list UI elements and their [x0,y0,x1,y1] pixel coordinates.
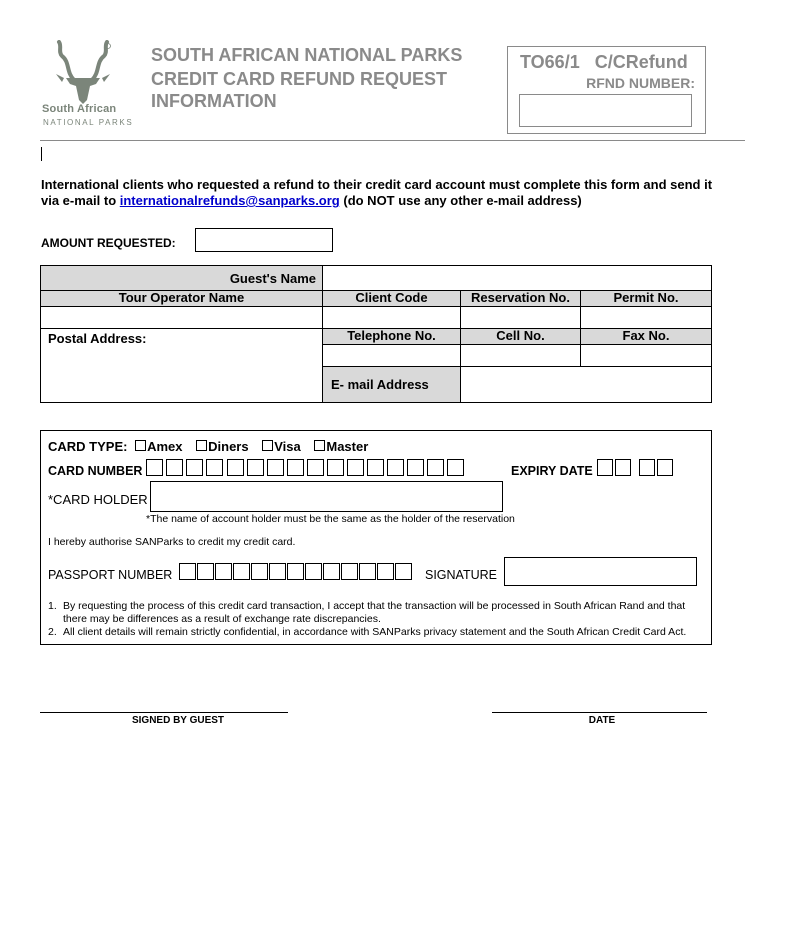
intro-line2 [41,193,761,209]
card-type-label: CARD TYPE: [48,439,128,454]
card-digit-box[interactable] [367,459,384,476]
rfnd-number-label: RFND NUMBER: [586,75,695,91]
card-digit-box[interactable] [287,459,304,476]
visa-label: Visa [274,439,301,454]
card-holder-note: *The name of account holder must be the same as the holder of the reservation [146,513,515,525]
text-cursor [41,147,42,161]
intro-line1: International clients who requested a refund to their credit card account must complete this form and send it [41,177,713,192]
logo-text-line2: NATIONAL PARKS [43,118,134,127]
cell-field[interactable] [460,344,581,367]
passport-digit-box[interactable] [215,563,232,580]
logo-text-line1: South African [42,103,117,115]
card-details-box [40,430,712,645]
rfnd-number-field[interactable] [519,94,692,127]
note-2-text: All client details will remain strictly confidential, in accordance with SANParks privacy statement and the South African Credit Card Act. [63,626,687,638]
title-line-1: SOUTH AFRICAN NATIONAL PARKS [151,45,463,65]
passport-digit-box[interactable] [269,563,286,580]
cell-header: Cell No. [460,328,581,345]
card-digit-box[interactable] [407,459,424,476]
client-code-header: Client Code [322,290,461,307]
expiry-digit-box[interactable] [639,459,655,476]
postal-address-label: Postal Address: [48,331,147,346]
client-code-field[interactable] [322,306,461,329]
note-1-continuation: there may be differences as a result of exchange rate discrepancies. [63,613,381,625]
card-holder-field[interactable] [150,481,503,512]
header-divider [40,140,745,141]
card-holder-label: *CARD HOLDER [48,492,148,507]
passport-digit-box[interactable] [395,563,412,580]
guest-name-field[interactable] [322,265,712,291]
passport-digit-box[interactable] [179,563,196,580]
passport-digit-box[interactable] [287,563,304,580]
card-digit-box[interactable] [206,459,223,476]
terms-notes [48,600,708,639]
passport-digit-box[interactable] [197,563,214,580]
permit-no-header: Permit No. [580,290,712,307]
guest-details-table [40,265,712,403]
passport-digit-box[interactable] [359,563,376,580]
amount-requested-field[interactable] [195,228,333,252]
passport-digit-box[interactable] [323,563,340,580]
tour-operator-header: Tour Operator Name [40,290,323,307]
amount-requested-label: AMOUNT REQUESTED: [41,236,176,250]
email-address-label-cell [322,366,461,403]
card-digit-box[interactable] [387,459,404,476]
signed-by-guest-label: SIGNED BY GUEST [131,715,225,726]
guest-signature-line[interactable] [40,712,288,713]
note-1-number: 1. [48,600,57,612]
form-code: TO66/1 C/CRefund [520,52,688,72]
reservation-no-field[interactable] [460,306,581,329]
authorise-statement: I hereby authorise SANParks to credit my credit card. [48,536,296,548]
master-checkbox[interactable] [314,440,325,451]
kudu-icon [40,40,130,110]
intro-text [41,177,761,209]
card-number-group-3 [307,459,387,476]
card-number-label: CARD NUMBER [48,464,143,478]
postal-address-field[interactable] [40,328,323,403]
visa-checkbox[interactable] [262,440,273,451]
refund-email-link[interactable]: internationalrefunds@sanparks.org [119,193,340,208]
tour-operator-field[interactable] [40,306,323,329]
signature-label: SIGNATURE [425,568,497,582]
expiry-digit-box[interactable] [657,459,673,476]
telephone-field[interactable] [322,344,461,367]
telephone-header: Telephone No. [322,328,461,345]
form-title [151,44,462,112]
guest-name-label: Guest's Name [229,271,316,286]
expiry-year [639,459,676,476]
card-number-group-4 [387,459,467,476]
expiry-month [597,459,634,476]
signature-field[interactable] [504,557,697,586]
card-type-amex[interactable] [135,439,182,454]
passport-digit-box[interactable] [377,563,394,580]
intro-prefix: via e-mail to [41,193,120,208]
card-digit-box[interactable] [327,459,344,476]
fax-header: Fax No. [580,328,712,345]
form-code-box [507,46,706,134]
sanparks-logo [40,40,134,130]
master-label: Master [326,439,369,454]
note-1 [48,600,708,626]
note-2-number: 2. [48,626,57,638]
passport-digit-box[interactable] [305,563,322,580]
amex-label: Amex [147,439,183,454]
card-type-master[interactable] [314,439,368,454]
passport-digit-box[interactable] [341,563,358,580]
card-digit-box[interactable] [247,459,264,476]
card-digit-box[interactable] [267,459,284,476]
fax-field[interactable] [580,344,712,367]
date-label: DATE [588,715,616,726]
passport-number-boxes [179,563,413,580]
card-digit-box[interactable] [146,459,163,476]
card-type-row [48,439,368,454]
title-line-3: INFORMATION [151,91,277,111]
email-address-field[interactable] [460,366,712,403]
note-2 [48,626,708,639]
expiry-digit-box[interactable] [597,459,613,476]
card-digit-box[interactable] [447,459,464,476]
passport-digit-box[interactable] [251,563,268,580]
expiry-digit-box[interactable] [615,459,631,476]
permit-no-field[interactable] [580,306,712,329]
card-digit-box[interactable] [186,459,203,476]
card-digit-box[interactable] [166,459,183,476]
amex-checkbox[interactable] [135,440,146,451]
email-address-label: E- mail Address [331,377,429,392]
card-type-diners[interactable] [196,439,248,454]
note-1-text: By requesting the process of this credit card transaction, I accept that the transaction will be processed in South African Rand and that [63,600,686,612]
intro-suffix: (do NOT use any other e-mail address) [339,193,582,208]
card-digit-box[interactable] [347,459,364,476]
diners-checkbox[interactable] [196,440,207,451]
card-number-group-2 [227,459,307,476]
guest-name-label-cell [40,265,323,291]
card-type-visa[interactable] [262,439,301,454]
reservation-no-header: Reservation No. [460,290,581,307]
title-line-2: CREDIT CARD REFUND REQUEST [151,69,448,89]
card-digit-box[interactable] [227,459,244,476]
card-digit-box[interactable] [307,459,324,476]
date-line[interactable] [492,712,707,713]
passport-digit-box[interactable] [233,563,250,580]
card-number-group-1 [146,459,226,476]
diners-label: Diners [208,439,249,454]
passport-number-label: PASSPORT NUMBER [48,568,173,582]
card-digit-box[interactable] [427,459,444,476]
expiry-date-label: EXPIRY DATE [511,464,593,478]
